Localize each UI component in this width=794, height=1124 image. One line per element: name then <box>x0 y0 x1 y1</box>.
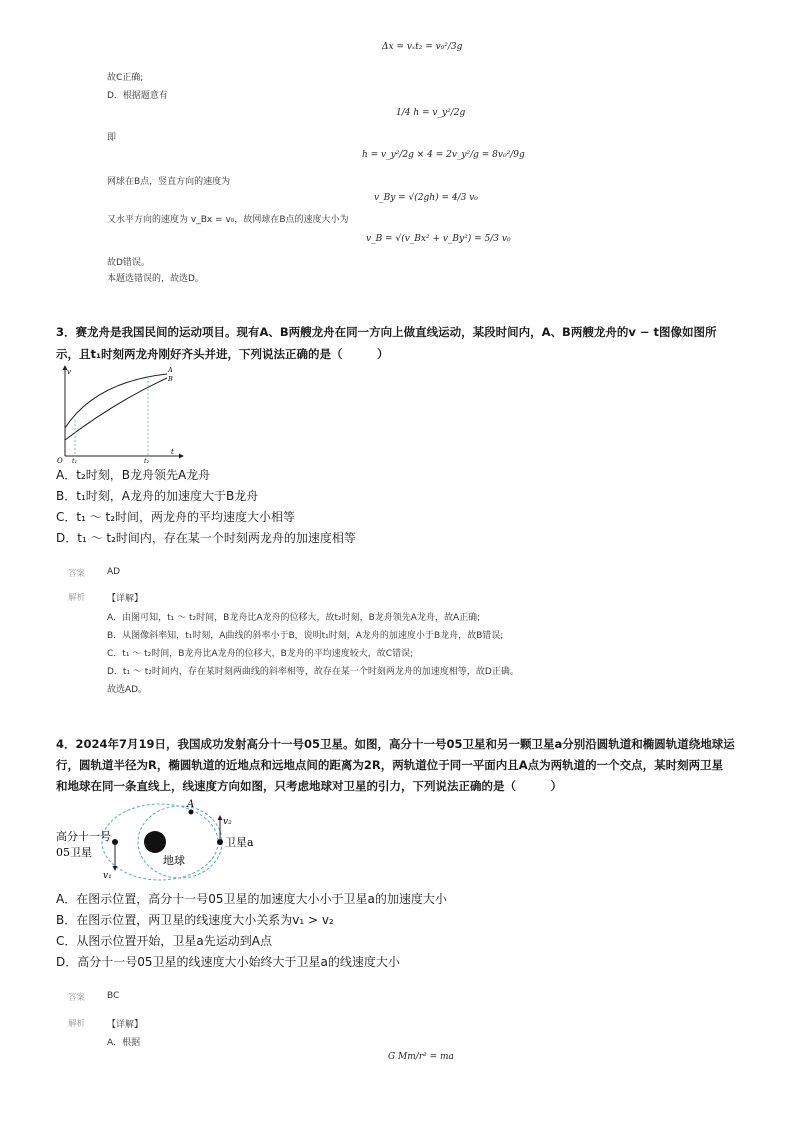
q3-answer: AD <box>107 567 121 577</box>
q3-stem-line2: 示，且t₁时刻两龙舟刚好齐头并进，下列说法正确的是（ ） <box>56 347 389 361</box>
q3-analysis-title: 【详解】 <box>107 594 144 604</box>
text-d-wrong: 故D错误。 <box>107 258 150 268</box>
sat05-label-2: 05卫星 <box>56 846 92 859</box>
equation-vb: v_B = √(v_Bx² + v_By²) = 5/3 v₀ <box>366 234 511 244</box>
text-d-intro: D．根据题意有 <box>107 91 168 101</box>
curve-a-label: A <box>168 366 173 374</box>
q3-option-a[interactable]: A．t₂时刻，B龙舟领先A龙舟 <box>56 468 211 482</box>
q4-answer: BC <box>107 991 120 1001</box>
q4-answer-tag: 答案 <box>68 993 86 1003</box>
equation-quarter-h: 1/4 h = v_y²/2g <box>396 108 466 118</box>
q4-option-b[interactable]: B．在图示位置，两卫星的线速度大小关系为v₁ > v₂ <box>56 913 334 927</box>
origin-label: O <box>57 457 63 464</box>
q3-analysis-line-a: A．由图可知，t₁ ～ t₂时间，B龙舟比A龙舟的位移大，故t₂时刻，B龙舟领先A龙舟，故A正确; <box>107 613 481 623</box>
q3-analysis-conclusion: 故选AD。 <box>107 685 148 695</box>
equation-delta-x: Δx = vₓt₂ = v₀²/3g <box>382 42 463 52</box>
text-ji: 即 <box>107 133 117 143</box>
curve-b-label: B <box>168 375 173 383</box>
q4-analysis-title: 【详解】 <box>107 1020 144 1030</box>
text-ball-vertical: 网球在B点，竖直方向的速度为 <box>107 177 231 187</box>
q3-analysis-line-d: D．t₁ ～ t₂时间内，存在某时刻两曲线的斜率相等，故存在某一个时刻两龙舟的加速度相等，故D正确。 <box>107 667 519 677</box>
equation-vby: v_By = √(2gh) = 4/3 v₀ <box>374 193 478 203</box>
t2-label: t₂ <box>144 457 150 464</box>
point-a-label: A <box>187 799 195 810</box>
q4-stem-line1: 4．2024年7月19日，我国成功发射高分十一号05卫星。如图，高分十一号05卫星和另一颗卫星a分别沿圆轨道和椭圆轨道绕地球运 <box>56 737 735 751</box>
q4-stem-line2: 行，圆轨道半径为R，椭圆轨道的近地点和远地点间的距离为2R，两轨道位于同一平面内且A点为两轨道的一个交点，某时刻两卫星 <box>56 758 724 772</box>
q4-analysis-tag: 解析 <box>68 1019 86 1029</box>
axis-v-label: v <box>67 368 71 376</box>
text-conclusion: 本题选错误的，故选D。 <box>107 274 204 284</box>
equation-gravity: G Mm/r² = ma <box>388 1052 454 1062</box>
q3-option-b[interactable]: B．t₁时刻，A龙舟的加速度大于B龙舟 <box>56 489 259 503</box>
q3-option-c[interactable]: C．t₁ ～ t₂时间，两龙舟的平均速度大小相等 <box>56 510 296 524</box>
q3-option-d[interactable]: D．t₁ ～ t₂时间内，存在某一个时刻两龙舟的加速度相等 <box>56 531 356 545</box>
v1-label: v₁ <box>103 871 112 881</box>
t1-label: t₁ <box>72 457 78 464</box>
q4-option-c[interactable]: C．从图示位置开始，卫星a先运动到A点 <box>56 934 272 948</box>
axis-t-label: t <box>171 448 174 456</box>
earth-label: 地球 <box>163 854 185 867</box>
q3-analysis-line-b: B．从图像斜率知，t₁时刻，A曲线的斜率小于B，说明t₁时刻，A龙舟的加速度小于B龙舟，故B错误; <box>107 631 504 641</box>
q3-answer-tag: 答案 <box>68 569 86 579</box>
q4-option-d[interactable]: D．高分十一号05卫星的线速度大小始终大于卫星a的线速度大小 <box>56 955 400 969</box>
equation-h: h = v_y²/2g × 4 = 2v_y²/g = 8v₀²/9g <box>362 150 525 160</box>
q4-stem-line3: 和地球在同一条直线上，线速度方向如图，只考虑地球对卫星的引力，下列说法正确的是（ ） <box>56 779 562 793</box>
sat05-label-1: 高分十一号 <box>56 830 111 843</box>
q4-option-a[interactable]: A．在图示位置，高分十一号05卫星的加速度大小小于卫星a的加速度大小 <box>56 892 447 906</box>
sat-a-label: 卫星a <box>225 836 254 849</box>
q3-analysis-tag: 解析 <box>68 593 86 603</box>
q3-analysis-line-c: C．t₁ ～ t₂时间，B龙舟比A龙舟的位移大，B龙舟的平均速度较大，故C错误; <box>107 649 414 659</box>
q4-orbit-figure <box>55 796 275 888</box>
q3-vt-graph <box>55 362 185 464</box>
q3-stem-line1: 3．赛龙舟是我国民间的运动项目。现有A、B两艘龙舟在同一方向上做直线运动，某段时间内，A、B两艘龙舟的v − t图像如图所 <box>56 325 717 339</box>
text-horizontal-speed: 又水平方向的速度为 v_Bx = v₀，故网球在B点的速度大小为 <box>107 215 349 225</box>
v2-label: v₂ <box>223 817 232 827</box>
q4-analysis-a: A．根据 <box>107 1038 141 1048</box>
text-c-correct: 故C正确; <box>107 73 144 83</box>
